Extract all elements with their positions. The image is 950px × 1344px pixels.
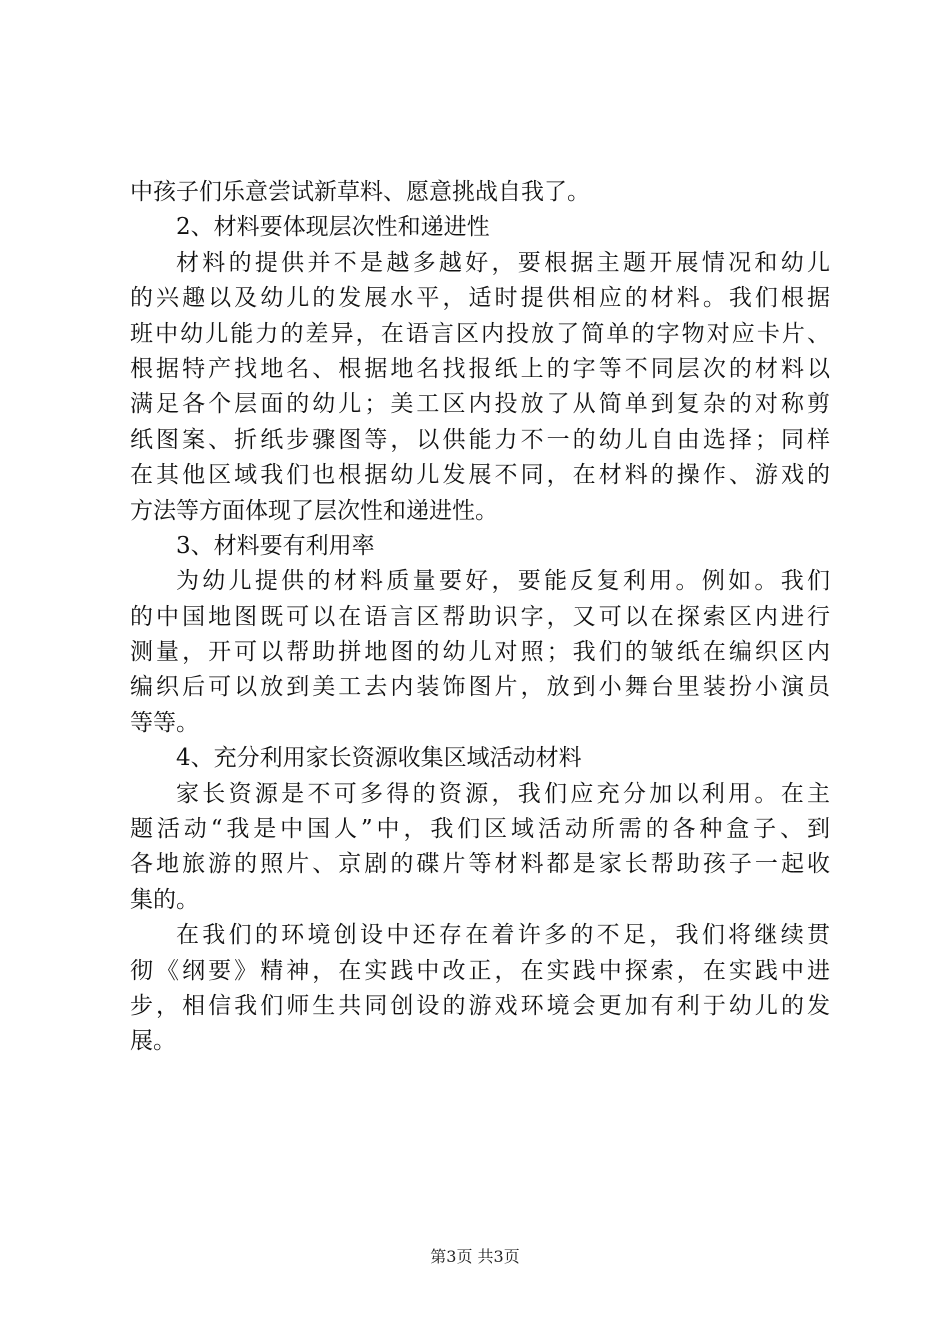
paragraph-line: 测量，开可以帮助拼地图的幼儿对照；我们的皱纸在编织区内 [130, 639, 830, 666]
paragraph-line: 步，相信我们师生共同创设的游戏环境会更加有利于幼儿的发 [130, 992, 830, 1019]
paragraph-line: 根据特产找地名、根据地名找报纸上的字等不同层次的材料以 [130, 355, 830, 382]
page-number: 第3页 共3页 [430, 1247, 520, 1266]
paragraph-line: 方法等方面体现了层次性和递进性。 [130, 497, 498, 524]
paragraph-line: 展。 [130, 1028, 176, 1055]
paragraph-line: 的兴趣以及幼儿的发展水平，适时提供相应的材料。我们根据 [130, 285, 830, 312]
document-body [130, 175, 830, 1060]
paragraph-line: 家长资源是不可多得的资源，我们应充分加以利用。在主 [176, 780, 830, 807]
paragraph-line: 纸图案、折纸步骤图等，以供能力不一的幼儿自由选择；同样 [130, 426, 830, 453]
paragraph-line: 编织后可以放到美工去内装饰图片，放到小舞台里装扮小演员 [130, 674, 830, 701]
paragraph-line: 彻《纲要》精神，在实践中改正，在实践中探索，在实践中进 [130, 957, 830, 984]
paragraph-line: 中孩子们乐意尝试新草料、愿意挑战自我了。 [130, 179, 590, 205]
paragraph-line: 在其他区域我们也根据幼儿发展不同，在材料的操作、游戏的 [130, 462, 830, 489]
paragraph-line: 为幼儿提供的材料质量要好，要能反复利用。例如。我们 [176, 568, 830, 595]
section-heading: 2、材料要体现层次性和递进性 [176, 214, 490, 241]
paragraph-line: 在我们的环境创设中还存在着许多的不足，我们将继续贯 [176, 922, 830, 949]
paragraph-line: 各地旅游的照片、京剧的碟片等材料都是家长帮助孩子一起收 [130, 851, 830, 878]
paragraph-line: 满足各个层面的幼儿；美工区内投放了从简单到复杂的对称剪 [130, 391, 830, 418]
paragraph-line: 的中国地图既可以在语言区帮助识字，又可以在探索区内进行 [130, 603, 830, 630]
paragraph-line: 集的。 [130, 886, 199, 913]
section-heading: 4、充分利用家长资源收集区域活动材料 [176, 745, 582, 772]
paragraph-line: 等等。 [130, 709, 199, 736]
paragraph-line: 题活动“我是中国人”中，我们区域活动所需的各种盒子、到 [130, 816, 830, 843]
paragraph-line: 材料的提供并不是越多越好，要根据主题开展情况和幼儿 [176, 249, 830, 276]
section-heading: 3、材料要有利用率 [176, 532, 375, 559]
paragraph-line: 班中幼儿能力的差异，在语言区内投放了简单的字物对应卡片、 [130, 320, 830, 347]
page-footer [0, 1244, 950, 1267]
